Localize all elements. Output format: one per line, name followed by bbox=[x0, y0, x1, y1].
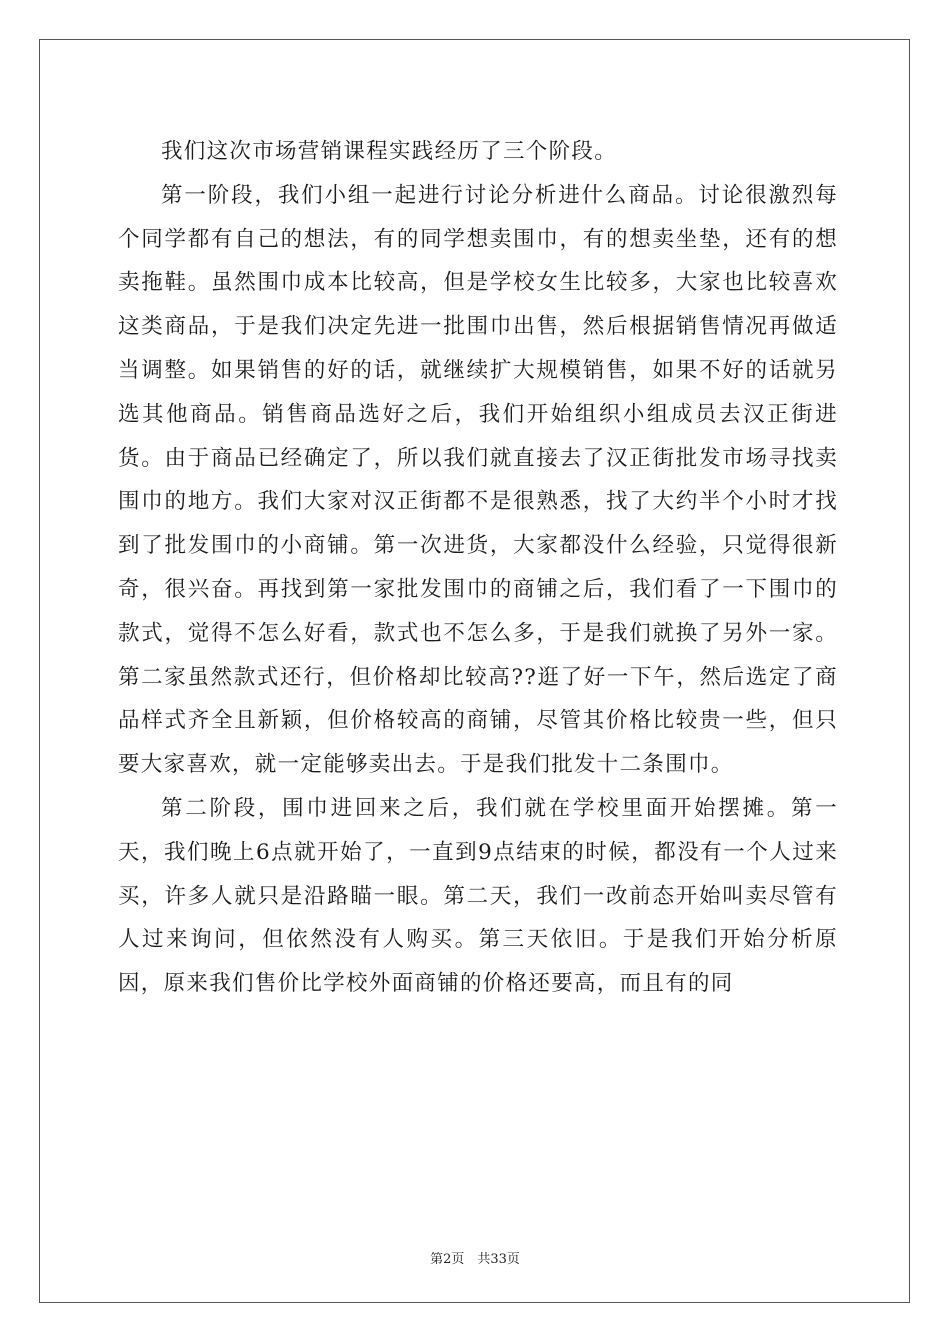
paragraph-stage-one: 第一阶段，我们小组一起进行讨论分析进什么商品。讨论很激烈每个同学都有自己的想法，有的同学想卖围巾，有的想卖坐垫，还有的想卖拖鞋。虽然围巾成本比较高，但是学校女生比较多，大家也比较喜欢这类商品，于是我们决定先进一批围巾出售，然后根据销售情况再做适当调整。如果销售的好的话，就继续扩大规模销售，如果不好的话就另选其他商品。销售商品选好之后，我们开始组织小组成员去汉正街进货。由于商品已经确定了，所以我们就直接去了汉正街批发市场寻找卖围巾的地方。我们大家对汉正街都不是很熟悉，找了大约半个小时才找到了批发围巾的小商铺。第一次进货，大家都没什么经验，只觉得很新奇，很兴奋。再找到第一家批发围巾的商铺之后，我们看了一下围巾的款式，觉得不怎么好看，款式也不怎么多，于是我们就换了另外一家。第二家虽然款式还行，但价格却比较高??逛了好一下午，然后选定了商品样式齐全且新颖，但价格较高的商铺，尽管其价格比较贵一些，但只要大家喜欢，就一定能够卖出去。于是我们批发十二条围巾。 bbox=[118, 182, 838, 778]
page-footer bbox=[0, 1248, 950, 1267]
page-number: 第2页 共33页 bbox=[430, 1252, 520, 1267]
paragraph-intro: 我们这次市场营销课程实践经历了三个阶段。 bbox=[161, 139, 618, 164]
paragraph-stage-two: 第二阶段，围巾进回来之后，我们就在学校里面开始摆摊。第一天，我们晚上6点就开始了，一直到9点结束的时候，都没有一个人过来买，许多人就只是沿路瞄一眼。第二天，我们一改前态开始叫卖尽管有人过来询问，但依然没有人购买。第三天依旧。于是我们开始分析原因，原来我们售价比学校外面商铺的价格还要高，而且有的同 bbox=[118, 795, 838, 997]
document-body bbox=[118, 130, 838, 1006]
